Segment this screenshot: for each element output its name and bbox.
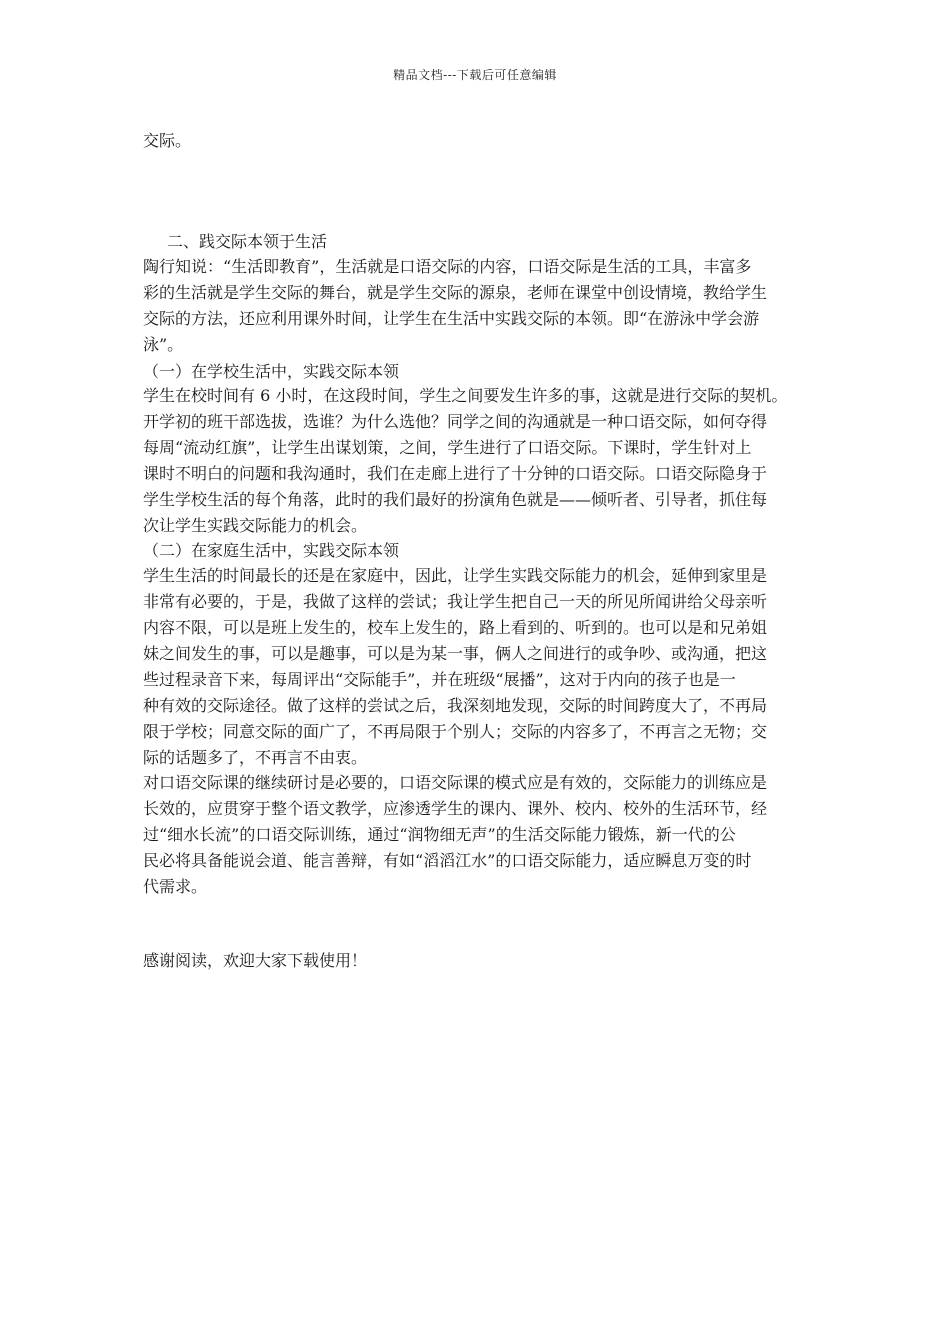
- paragraph-line: 些过程录音下来，每周评出“交际能手”，并在班级“展播”，这对于内向的孩子也是一: [143, 670, 736, 689]
- paragraph-line: 限于学校；同意交际的面广了，不再局限于个别人；交际的内容多了，不再言之无物；交: [143, 722, 768, 741]
- paragraph-line: 交际的方法，还应利用课外时间，让学生在生活中实践交际的本领。即“在游泳中学会游: [143, 309, 760, 328]
- paragraph-line: 对口语交际课的继续研讨是必要的，口语交际课的模式应是有效的，交际能力的训练应是: [143, 773, 768, 792]
- paragraph-2: [143, 383, 815, 539]
- paragraph-line: 代需求。: [143, 877, 208, 896]
- paragraph-line: 泳”。: [143, 335, 184, 354]
- paragraph-line: 民必将具备能说会道、能言善辩，有如“滔滔江水”的口语交际能力，适应瞬息万变的时: [143, 851, 752, 870]
- paragraph-line: 过“细水长流”的口语交际训练，通过“润物细无声”的生活交际能力锻炼，新一代的公: [143, 825, 736, 844]
- intro-tail: 交际。: [143, 131, 192, 150]
- paragraph-line: 学生在校时间有 6 小时，在这段时间，学生之间要发生许多的事，这就是进行交际的契机。: [143, 386, 788, 405]
- section-title: 二、践交际本领于生活: [167, 232, 328, 251]
- closing-text: 感谢阅读，欢迎大家下载使用！: [143, 951, 368, 970]
- paragraph-line: 学生学校生活的每个角落，此时的我们最好的扮演角色就是——倾听者、引导者，抓住每: [143, 490, 768, 509]
- paragraph-line: 学生生活的时间最长的还是在家庭中，因此，让学生实践交际能力的机会，延伸到家里是: [143, 566, 768, 585]
- paragraph-line: 次让学生实践交际能力的机会。: [143, 516, 368, 535]
- paragraph-line: 妹之间发生的事，可以是趣事，可以是为某一事，俩人之间进行的或争吵、或沟通，把这: [143, 644, 768, 663]
- paragraph-4: [143, 770, 815, 900]
- paragraph-line: 种有效的交际途径。做了这样的尝试之后，我深刻地发现，交际的时间跨度大了，不再局: [143, 696, 768, 715]
- paragraph-line: 长效的，应贯穿于整个语文教学，应渗透学生的课内、课外、校内、校外的生活环节，经: [143, 799, 768, 818]
- paragraph-3: [143, 563, 815, 771]
- paragraph-line: 非常有必要的，于是，我做了这样的尝试；我让学生把自己一天的所见所闻讲给父母亲听: [143, 592, 768, 611]
- subsection-2-title: （二）在家庭生活中，实践交际本领: [143, 541, 400, 560]
- paragraph-line: 开学初的班干部选拔，选谁？为什么选他？同学之间的沟通就是一种口语交际，如何夺得: [143, 412, 768, 431]
- paragraph-line: 课时不明白的问题和我沟通时，我们在走廊上进行了十分钟的口语交际。口语交际隐身于: [143, 464, 768, 483]
- paragraph-1: [143, 254, 815, 358]
- paragraph-line: 陶行知说：“生活即教育”，生活就是口语交际的内容，口语交际是生活的工具，丰富多: [143, 257, 752, 276]
- paragraph-line: 际的话题多了，不再言不由衷。: [143, 748, 368, 767]
- paragraph-line: 彩的生活就是学生交际的舞台，就是学生交际的源泉，老师在课堂中创设情境，教给学生: [143, 283, 768, 302]
- subsection-1-title: （一）在学校生活中，实践交际本领: [143, 362, 400, 381]
- paragraph-line: 内容不限，可以是班上发生的，校车上发生的，路上看到的、听到的。也可以是和兄弟姐: [143, 618, 768, 637]
- paragraph-line: 每周“流动红旗”，让学生出谋划策，之间，学生进行了口语交际。下课时，学生针对上: [143, 438, 752, 457]
- page-header: 精品文档---下载后可任意编辑: [393, 68, 557, 82]
